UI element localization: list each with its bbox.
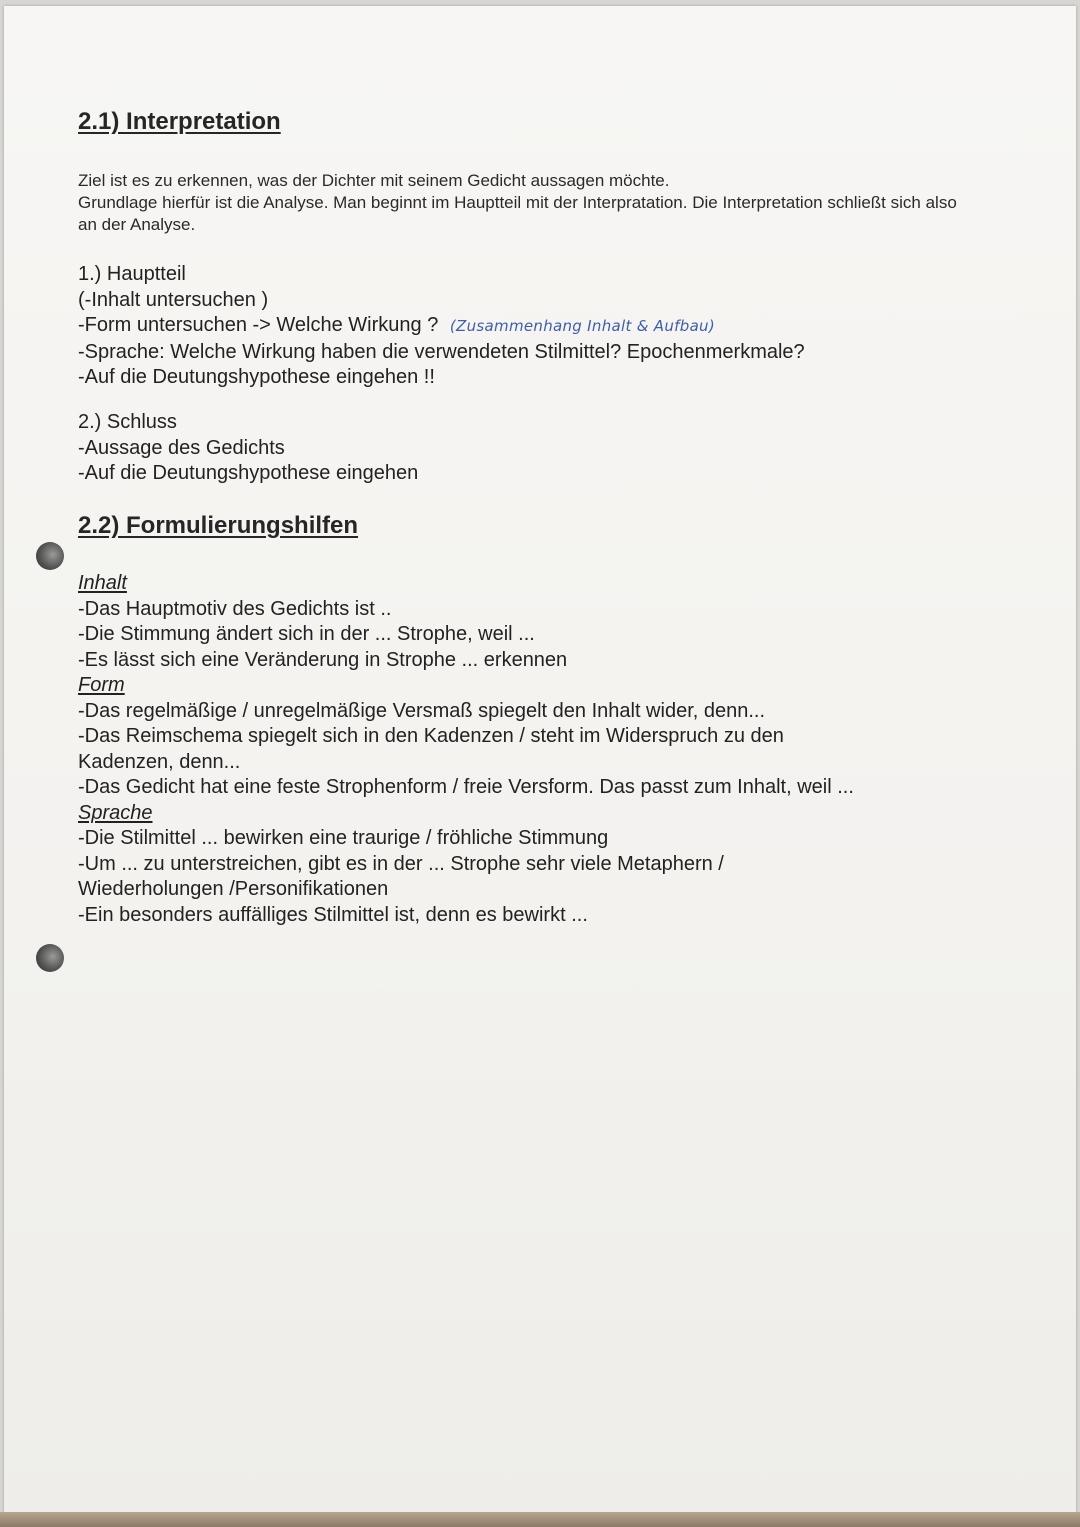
schluss-title: 2.) Schluss xyxy=(78,411,177,433)
intro-line: Ziel ist es zu erkennen, was der Dichter mit seinem Gedicht aussagen möchte. xyxy=(78,171,670,190)
list-item: -Auf die Deutungshypothese eingehen !! xyxy=(78,366,435,388)
hauptteil-block xyxy=(78,262,978,391)
list-item: -Das Gedicht hat eine feste Strophenform / freie Versform. Das passt zum Inhalt, weil ... xyxy=(78,776,854,798)
list-item-text: -Form untersuchen -> Welche Wirkung ? xyxy=(78,314,439,336)
list-item: -Die Stimmung ändert sich in der ... Strophe, weil ... xyxy=(78,623,535,645)
list-item: -Ein besonders auffälliges Stilmittel ist, denn es bewirkt ... xyxy=(78,903,588,926)
subheading-form: Form xyxy=(78,674,125,696)
list-item: -Die Stilmittel ... bewirken eine traurige / fröhliche Stimmung xyxy=(78,827,609,849)
subheading-sprache: Sprache xyxy=(78,801,153,824)
punch-hole-bottom xyxy=(36,944,64,972)
list-item: -Um ... zu unterstreichen, gibt es in der ... Strophe sehr viele Metaphern / Wiederholungen /Personifikationen xyxy=(78,852,724,900)
list-item: -Aussage des Gedichts xyxy=(78,436,285,459)
list-item xyxy=(78,313,978,340)
handwritten-note: (Zusammenhang Inhalt & Aufbau) xyxy=(449,317,716,335)
list-item: -Sprache: Welche Wirkung haben die verwendeten Stilmittel? Epochenmerkmale? xyxy=(78,340,805,363)
intro-paragraph xyxy=(78,170,978,236)
formulierungshilfen-block xyxy=(78,571,978,928)
schluss-block xyxy=(78,410,978,487)
list-item: -Das Hauptmotiv des Gedichts ist .. xyxy=(78,597,392,620)
heading-formulierungshilfen: 2.2) Formulierungshilfen xyxy=(78,512,359,539)
list-item: -Auf die Deutungshypothese eingehen xyxy=(78,462,419,484)
table-surface xyxy=(0,1512,1080,1527)
list-item: -Es lässt sich eine Veränderung in Strophe ... erkennen xyxy=(78,648,568,671)
list-item: (-Inhalt untersuchen ) xyxy=(78,288,269,311)
list-item: -Das Reimschema spiegelt sich in den Kadenzen / steht im Widerspruch zu den Kadenzen, denn... xyxy=(78,725,784,773)
list-item: -Das regelmäßige / unregelmäßige Versmaß spiegelt den Inhalt wider, denn... xyxy=(78,699,766,722)
heading-interpretation: 2.1) Interpretation xyxy=(78,108,281,135)
subheading-inhalt: Inhalt xyxy=(78,572,127,594)
intro-line: Grundlage hierfür ist die Analyse. Man beginnt im Hauptteil mit der Interpratation. Die Interpretation schließt sich also an der Analyse. xyxy=(78,193,957,234)
hauptteil-title: 1.) Hauptteil xyxy=(78,263,186,285)
punch-hole-top xyxy=(36,542,64,570)
